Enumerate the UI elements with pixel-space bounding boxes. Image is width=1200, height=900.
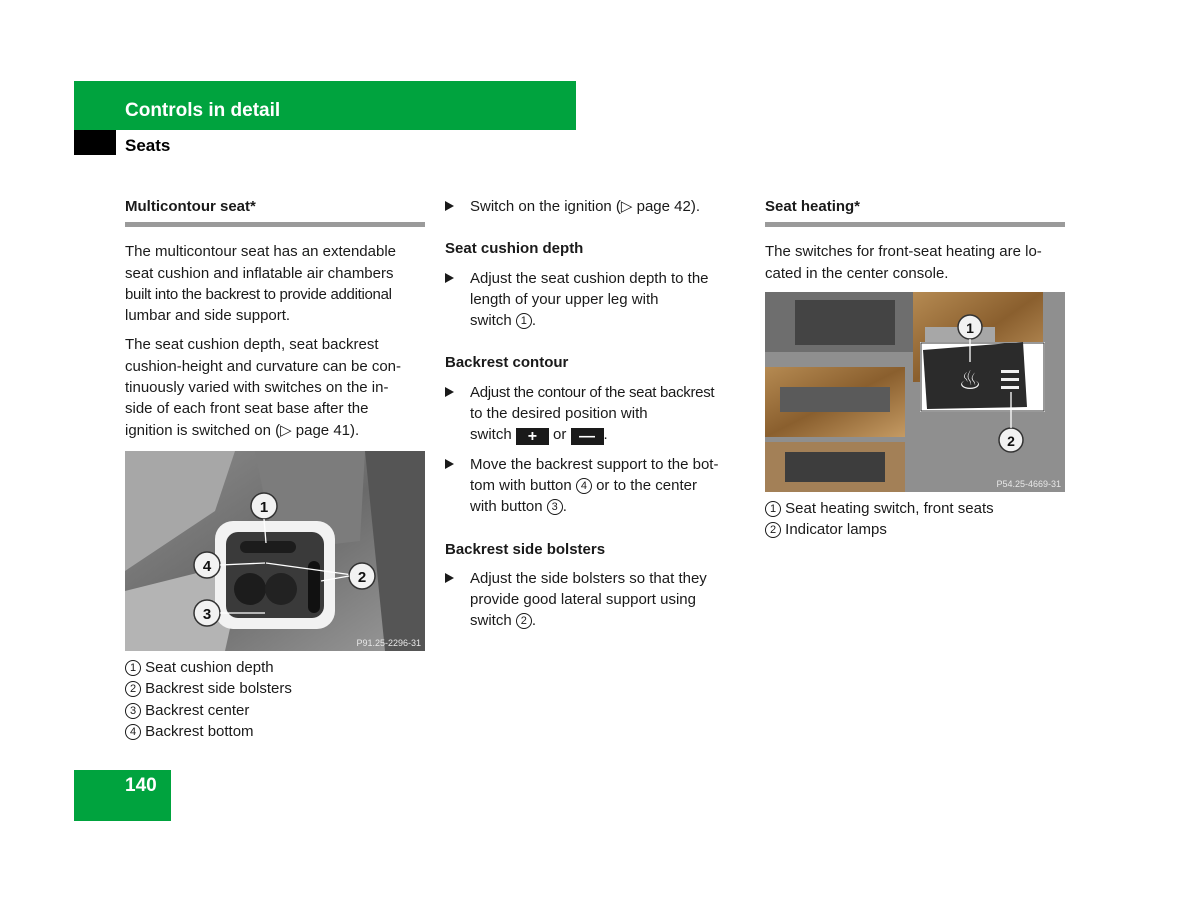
svg-text:♨: ♨ bbox=[958, 365, 982, 396]
legend-item bbox=[125, 721, 425, 742]
callout-number: 1 bbox=[765, 501, 781, 517]
header-marker bbox=[74, 130, 116, 155]
paragraph bbox=[125, 241, 425, 326]
text-line: The multicontour seat has an extendable bbox=[125, 243, 397, 261]
column-instructions bbox=[445, 196, 745, 632]
image-code: P91.25-2296-31 bbox=[356, 637, 421, 648]
text-line: side of each front seat base after the bbox=[125, 400, 369, 418]
subheading-backrest-contour: Backrest contour bbox=[445, 354, 569, 372]
legend-item bbox=[125, 657, 425, 678]
svg-text:1: 1 bbox=[259, 498, 269, 516]
text-line: switch bbox=[470, 426, 512, 444]
legend-text: Seat cushion depth bbox=[145, 658, 274, 676]
text-line: cated in the center console. bbox=[765, 264, 949, 282]
instruction-step: Adjust the seat cushion depth to the length of your upper leg with switch 1 . bbox=[445, 268, 745, 332]
text-line: to the desired position with bbox=[470, 405, 648, 423]
center-console-photo bbox=[765, 292, 1065, 492]
bullet-triangle-icon bbox=[445, 387, 454, 397]
legend-text: Backrest bottom bbox=[145, 722, 254, 740]
column-multicontour bbox=[125, 196, 425, 742]
legend-text: Backrest side bolsters bbox=[145, 680, 292, 698]
paragraph bbox=[125, 334, 425, 440]
callout-number: 2 bbox=[516, 613, 532, 629]
bullet-triangle-icon bbox=[445, 573, 454, 583]
text-line: seat cushion and inflatable air chambers bbox=[125, 264, 394, 282]
text-line: Adjust the seat cushion depth to the bbox=[470, 269, 709, 287]
legend-text: Indicator lamps bbox=[785, 521, 887, 539]
legend-item bbox=[765, 519, 1065, 540]
text-line: or to the center bbox=[596, 476, 697, 494]
callout-number: 2 bbox=[125, 681, 141, 697]
image-code: P54.25-4669-31 bbox=[996, 478, 1061, 489]
text-line: Adjust the side bolsters so that they bbox=[470, 569, 707, 587]
seat-switch-photo bbox=[125, 451, 425, 651]
callout-number: 2 bbox=[765, 522, 781, 538]
page-number: 140 bbox=[125, 775, 157, 796]
minus-button-icon: — bbox=[571, 428, 604, 445]
column-seat-heating bbox=[765, 196, 1065, 540]
callout-number: 4 bbox=[125, 724, 141, 740]
bullet-triangle-icon bbox=[445, 273, 454, 283]
svg-text:2: 2 bbox=[357, 568, 367, 586]
text-line: with button bbox=[470, 498, 543, 516]
legend-item bbox=[125, 700, 425, 721]
instruction-step: Adjust the side bolsters so that they provide good lateral support using switch 2 . bbox=[445, 568, 745, 632]
callout-number: 4 bbox=[576, 478, 592, 494]
page-subsection-title: Seats bbox=[125, 136, 171, 155]
plus-button-icon: + bbox=[516, 428, 549, 445]
subheading-backrest-side-bolsters: Backrest side bolsters bbox=[445, 540, 606, 558]
paragraph bbox=[765, 241, 1065, 284]
instruction-step bbox=[445, 196, 745, 217]
text-line: switch bbox=[470, 612, 512, 630]
text-line: Adjust the contour of the seat backrest bbox=[470, 383, 715, 401]
subheading-seat-cushion-depth: Seat cushion depth bbox=[445, 240, 584, 258]
svg-text:4: 4 bbox=[202, 557, 212, 575]
legend-text: Seat heating switch, front seats bbox=[785, 499, 994, 517]
callout-number: 3 bbox=[125, 703, 141, 719]
legend-list bbox=[125, 657, 425, 742]
section-heading-multicontour: Multicontour seat* bbox=[125, 196, 425, 227]
callout-number: 1 bbox=[125, 660, 141, 676]
svg-text:3: 3 bbox=[202, 605, 212, 623]
svg-text:2: 2 bbox=[1007, 432, 1015, 449]
text-line: provide good lateral support using bbox=[470, 591, 696, 609]
text-line: tinuously varied with switches on the in- bbox=[125, 379, 389, 397]
text-line: The switches for front-seat heating are lo- bbox=[765, 243, 1042, 261]
bullet-triangle-icon bbox=[445, 459, 454, 469]
legend-list bbox=[765, 498, 1065, 541]
legend-item bbox=[125, 678, 425, 699]
callout-number: 1 bbox=[516, 313, 532, 329]
legend-text: Backrest center bbox=[145, 701, 250, 719]
page-section-title: Controls in detail bbox=[125, 100, 281, 121]
instruction-step: Move the backrest support to the bot- tom with button 4 or to the center with button 3 . bbox=[445, 454, 745, 518]
text-line: lumbar and side support. bbox=[125, 307, 291, 325]
text-line: Move the backrest support to the bot- bbox=[470, 455, 719, 473]
text-line: built into the backrest to provide additional bbox=[125, 285, 392, 303]
callout-number: 3 bbox=[547, 499, 563, 515]
text-line: ignition is switched on (▷ page 41). bbox=[125, 421, 360, 439]
section-heading-seat-heating: Seat heating* bbox=[765, 196, 1065, 227]
instruction-text: Switch on the ignition (▷ page 42). bbox=[470, 198, 701, 215]
text-line: tom with button bbox=[470, 476, 572, 494]
instruction-step: Adjust the contour of the seat backrest to the desired position with switch + or — . bbox=[445, 382, 745, 446]
text-line: cushion-height and curvature can be con- bbox=[125, 357, 402, 375]
text-line: The seat cushion depth, seat backrest bbox=[125, 336, 379, 354]
text-line: switch bbox=[470, 312, 512, 330]
legend-item bbox=[765, 498, 1065, 519]
svg-text:1: 1 bbox=[966, 319, 974, 336]
text-line: length of your upper leg with bbox=[470, 290, 659, 308]
bullet-triangle-icon bbox=[445, 201, 454, 211]
text-line: or bbox=[553, 426, 567, 444]
